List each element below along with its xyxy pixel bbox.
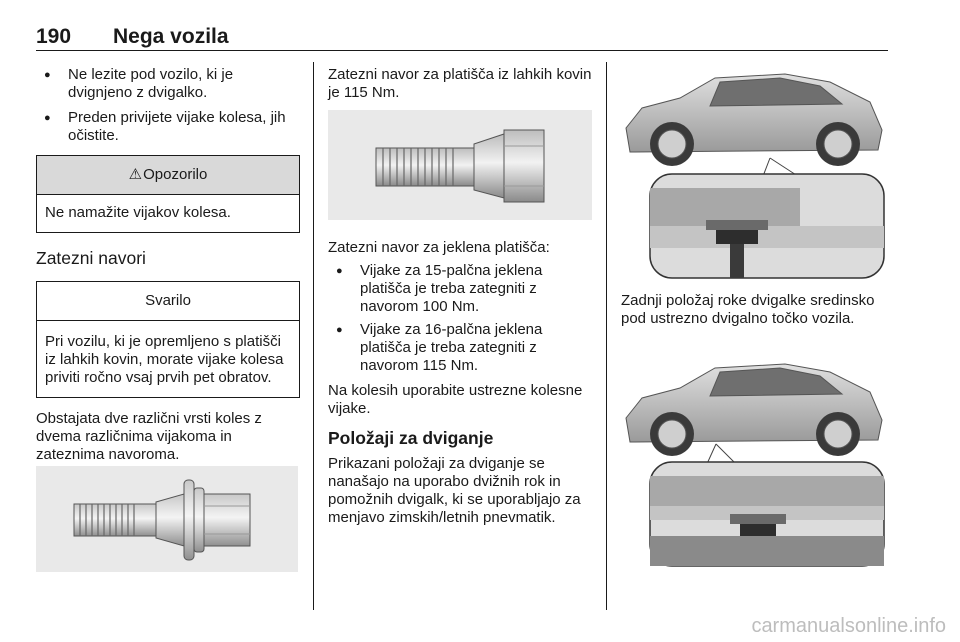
- chapter-title: Nega vozila: [113, 25, 229, 48]
- front-lift-point-illustration: [620, 358, 886, 570]
- caution-title: Svarilo: [37, 282, 299, 321]
- warning-header: [37, 156, 299, 195]
- paragraph: Obstajata dve različni vrsti koles z dvema različnima vijakoma in zateznima navoroma.: [36, 410, 262, 463]
- column-right: [621, 292, 886, 328]
- alloy-wheel-bolt-illustration: [36, 466, 298, 572]
- caution-text: Pri vozilu, ki je opremljeno s platišči iz lahkih kovin, morate vijake kolesa priviti ročno vsaj prvih pet obratov.: [45, 333, 284, 386]
- warning-triangle-icon: ⚠: [128, 166, 143, 183]
- column-divider: [606, 62, 607, 610]
- figure-caption: Zadnji položaj roke dvigalke sredinsko pod ustrezno dvigalno točko vozila.: [621, 292, 875, 327]
- list-item: ● Vijake za 15-palčna jeklena platišča je treba zategniti z navorom 100 Nm.: [328, 262, 593, 316]
- list-item: ● Preden privijete vijake kolesa, jih očistite.: [36, 109, 300, 145]
- steel-torque-intro: Zatezni navor za jeklena platišča:: [328, 239, 550, 256]
- steel-wheel-bolt-illustration: [328, 110, 592, 220]
- list-item: ● Ne lezite pod vozilo, ki je dvignjeno z dvigalko.: [36, 66, 300, 102]
- section-heading: Zatezni navori: [36, 248, 146, 268]
- alloy-torque-text: Zatezni navor za platišča iz lahkih kovin je 115 Nm.: [328, 66, 592, 101]
- paragraph: Na kolesih uporabite ustrezne kolesne vijake.: [328, 382, 583, 417]
- column-left: [36, 62, 300, 464]
- warning-text: Ne namažite vijakov kolesa.: [45, 204, 231, 221]
- section-heading: Položaji za dviganje: [328, 428, 494, 448]
- column-divider: [313, 62, 314, 610]
- page-number: 190: [36, 25, 72, 48]
- warning-box: [36, 155, 300, 233]
- watermark: carmanualsonline.info: [751, 615, 946, 637]
- page-header: [36, 12, 888, 51]
- rear-lift-point-illustration: [620, 68, 886, 280]
- paragraph: Prikazani položaji za dviganje se nanašajo na uporabo dvižnih rok in pomožnih dvigalk, ki se uporabljajo za menjavo zimskih/letnih pnevmatik.: [328, 455, 581, 526]
- list-item: ● Vijake za 16-palčna jeklena platišča je treba zategniti z navorom 115 Nm.: [328, 321, 593, 375]
- caution-box: [36, 281, 300, 398]
- warning-title: Opozorilo: [143, 166, 208, 183]
